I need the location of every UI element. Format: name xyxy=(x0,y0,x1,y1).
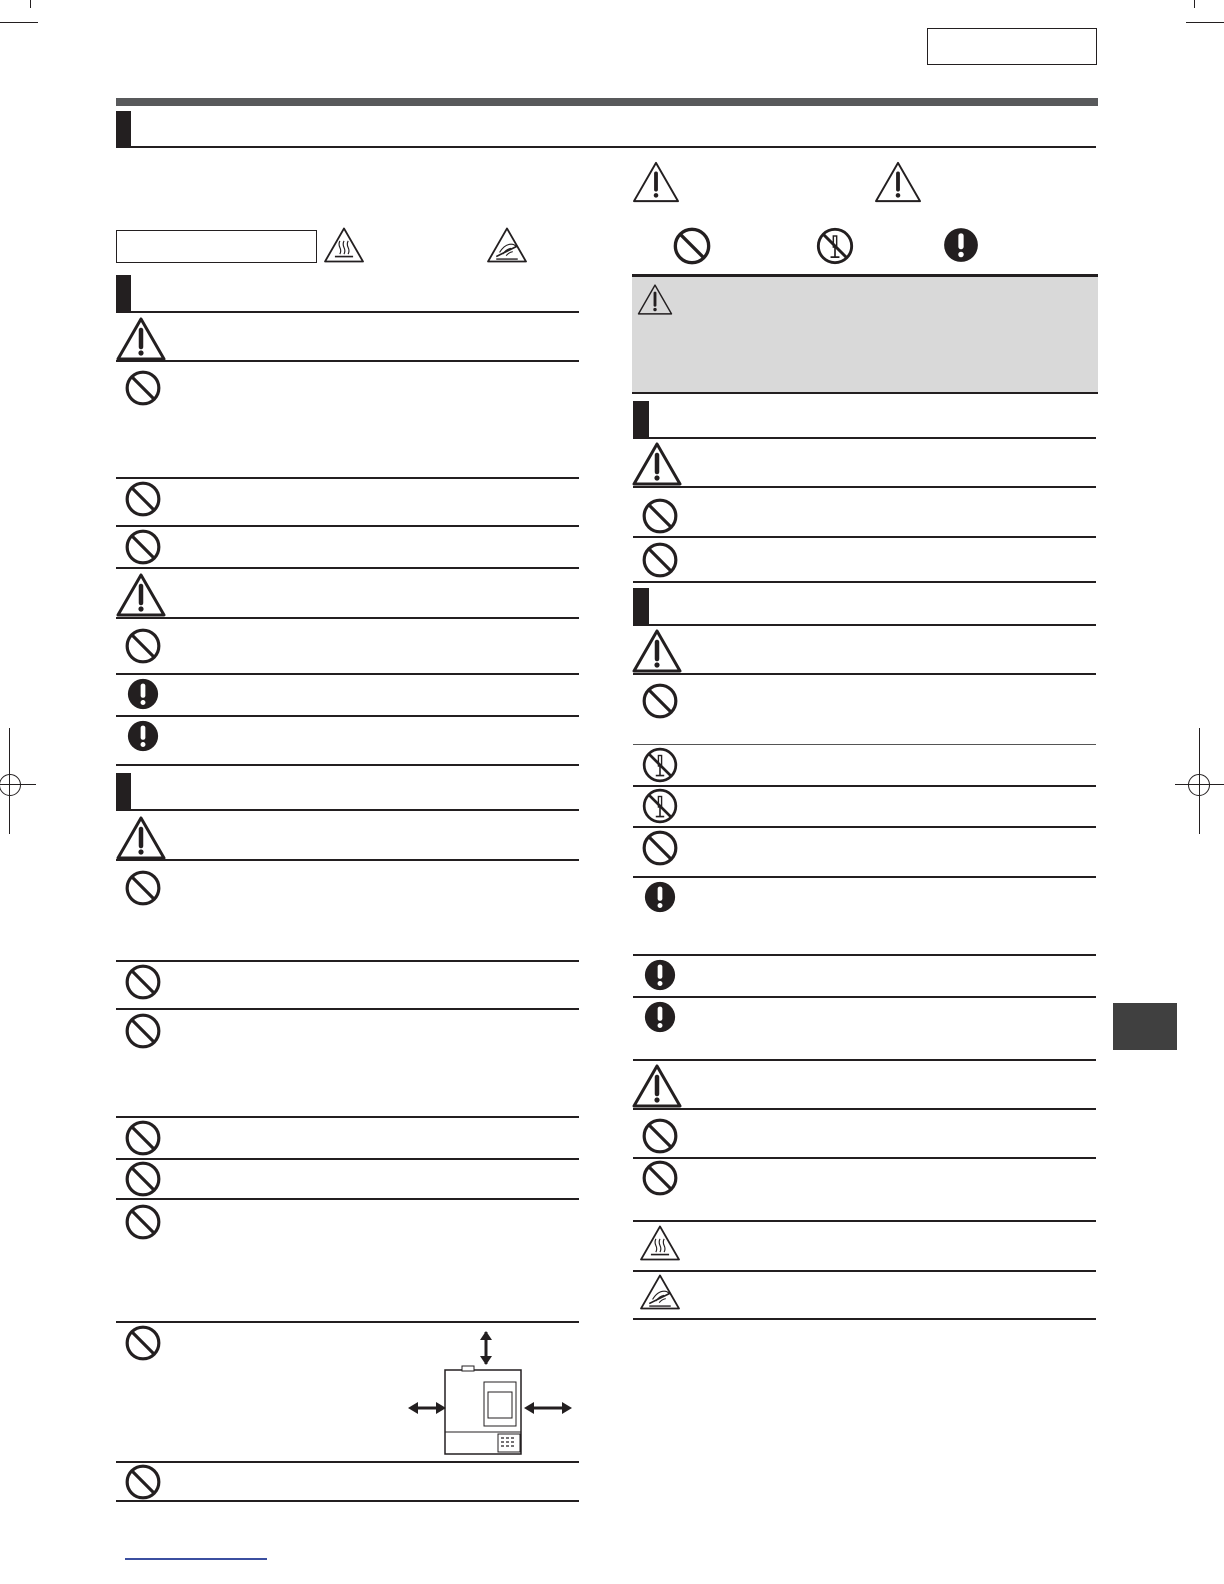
hand-pinch-icon xyxy=(639,1273,681,1311)
row-divider xyxy=(633,744,1096,745)
mandatory-icon xyxy=(643,1000,677,1034)
footer-link[interactable] xyxy=(125,1558,267,1560)
crop-mark xyxy=(1186,22,1224,23)
prohibited-icon xyxy=(124,1463,162,1501)
row-divider xyxy=(633,1157,1096,1159)
prohibited-icon xyxy=(641,682,679,720)
subsection-marker xyxy=(116,275,131,311)
row-divider xyxy=(116,673,579,675)
mandatory-icon xyxy=(126,677,160,711)
row-divider xyxy=(116,1158,579,1160)
warning-triangle-icon xyxy=(632,1063,682,1109)
prohibited-icon xyxy=(641,829,679,867)
prohibited-icon xyxy=(672,226,712,266)
hand-pinch-icon xyxy=(486,226,528,264)
row-divider xyxy=(116,1500,579,1502)
row-divider xyxy=(633,1108,1096,1110)
mandatory-icon xyxy=(643,958,677,992)
mandatory-icon xyxy=(643,880,677,914)
prohibited-icon xyxy=(124,528,162,566)
row-divider xyxy=(633,785,1096,787)
row-divider xyxy=(633,1318,1096,1320)
row-divider xyxy=(633,673,1096,675)
crop-mark xyxy=(1194,0,1195,8)
warning-triangle-icon xyxy=(116,316,166,362)
row-divider xyxy=(633,1220,1096,1222)
crop-mark xyxy=(30,0,31,8)
side-tab[interactable] xyxy=(1113,1003,1177,1050)
subsection-underline xyxy=(116,809,579,811)
row-divider xyxy=(633,581,1096,583)
prohibited-icon xyxy=(124,1324,162,1362)
row-divider xyxy=(633,826,1096,828)
prohibited-icon xyxy=(124,627,162,665)
row-divider xyxy=(116,859,579,861)
row-divider xyxy=(116,1321,579,1323)
warning-triangle-icon xyxy=(116,572,166,618)
row-divider xyxy=(633,536,1096,538)
row-divider xyxy=(116,477,579,479)
row-divider xyxy=(633,876,1096,878)
subsection-underline xyxy=(633,624,1096,626)
row-divider xyxy=(116,1461,579,1463)
subsection-marker xyxy=(116,773,131,809)
row-divider xyxy=(633,1270,1096,1272)
row-divider xyxy=(633,1059,1096,1061)
prohibited-icon xyxy=(124,869,162,907)
legend-box xyxy=(116,230,317,263)
row-divider xyxy=(116,1008,579,1010)
row-divider xyxy=(116,1116,579,1118)
prohibited-icon xyxy=(124,963,162,1001)
mandatory-icon xyxy=(126,719,160,753)
prohibited-icon xyxy=(124,369,162,407)
warning-triangle-icon xyxy=(632,628,682,674)
row-divider xyxy=(116,1198,579,1200)
row-divider xyxy=(633,486,1096,488)
subsection-underline xyxy=(633,437,1096,439)
row-divider xyxy=(116,960,579,962)
warning-triangle-icon xyxy=(632,441,682,487)
do-not-disassemble-icon xyxy=(641,746,679,784)
row-divider xyxy=(116,764,579,766)
do-not-disassemble-icon xyxy=(815,226,855,266)
row-divider xyxy=(116,525,579,527)
top-rule xyxy=(116,98,1098,106)
row-divider xyxy=(116,567,579,569)
prohibited-icon xyxy=(641,497,679,535)
row-divider xyxy=(116,360,579,362)
registration-circle xyxy=(1188,774,1210,796)
warning-triangle-icon xyxy=(632,160,680,204)
prohibited-icon xyxy=(124,1203,162,1241)
warning-triangle-icon xyxy=(116,815,166,861)
subsection-marker xyxy=(633,588,649,625)
caution-triangle-icon xyxy=(874,160,922,204)
machine-clearance-icon xyxy=(404,1330,576,1458)
registration-circle xyxy=(0,774,21,796)
prohibited-icon xyxy=(124,1160,162,1198)
subsection-underline xyxy=(116,311,579,313)
hot-surface-icon xyxy=(323,226,365,264)
prohibited-icon xyxy=(641,541,679,579)
crop-mark xyxy=(0,22,38,23)
row-divider xyxy=(116,715,579,717)
warning-box xyxy=(632,274,1098,394)
row-divider xyxy=(633,954,1096,956)
mandatory-icon xyxy=(942,226,980,264)
section-marker xyxy=(116,111,131,147)
do-not-disassemble-icon xyxy=(641,787,679,825)
row-divider xyxy=(633,996,1096,998)
prohibited-icon xyxy=(124,480,162,518)
subsection-marker xyxy=(633,401,649,438)
header-box xyxy=(927,28,1097,65)
row-divider xyxy=(116,617,579,619)
prohibited-icon xyxy=(641,1159,679,1197)
section-underline xyxy=(116,146,1096,148)
hot-surface-icon xyxy=(639,1224,681,1262)
prohibited-icon xyxy=(124,1012,162,1050)
prohibited-icon xyxy=(124,1119,162,1157)
prohibited-icon xyxy=(641,1117,679,1155)
warning-triangle-icon xyxy=(637,283,673,316)
